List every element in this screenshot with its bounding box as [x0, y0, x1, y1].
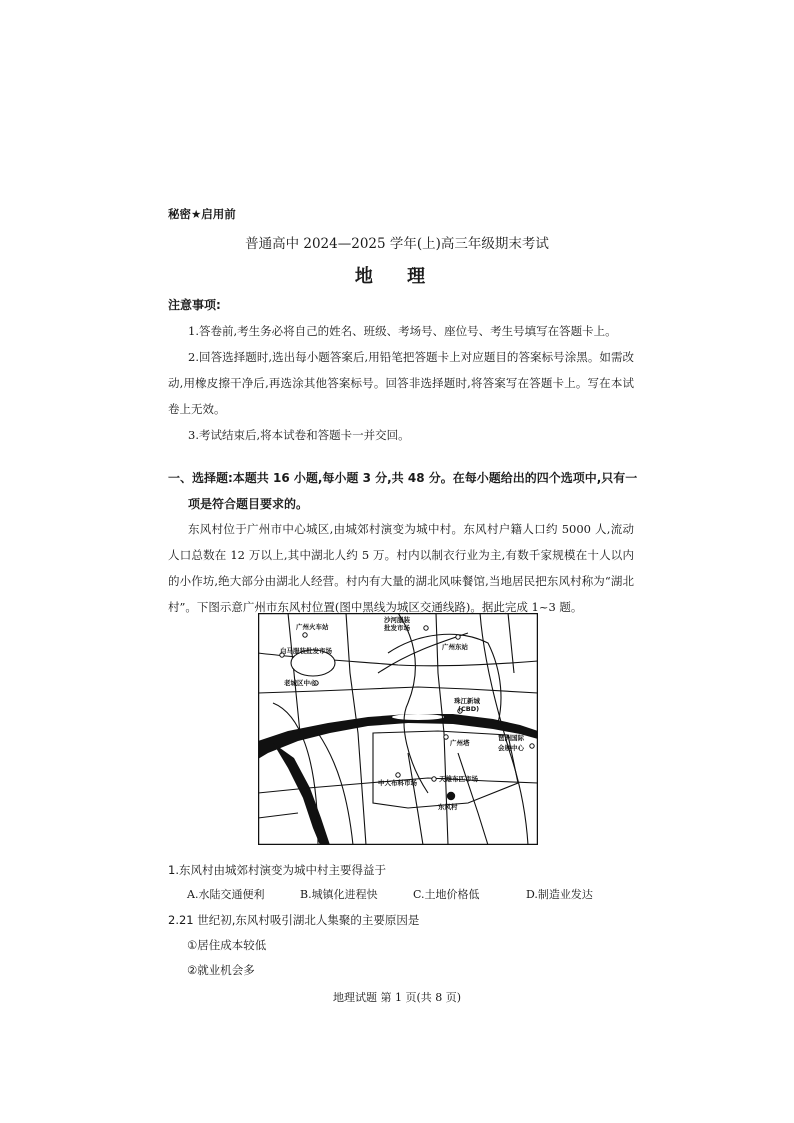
- label-zhongda-market: 中大布料市场: [378, 779, 417, 787]
- river-island: [392, 714, 444, 720]
- notice-item-2: 2.回答选择题时,选出每小题答案后,用铅笔把答题卡上对应题目的答案标号涂黑。如需改动,用橡皮擦干净后,再选涂其他答案标号。回答非选择题时,将答案写在答题卡上。写在本试卷上无效。: [168, 350, 634, 416]
- dongfeng-village-map: [258, 613, 538, 845]
- label-shahe-line1: 沙河服装: [384, 616, 410, 624]
- option-a: A.水陆交通便利: [187, 888, 265, 901]
- label-guangzhou-station: 广州火车站: [296, 623, 329, 631]
- notice-item-1: 1.答卷前,考生务必将自己的姓名、班级、考场号、座位号、考生号填写在答题卡上。: [188, 324, 617, 338]
- confidential-mark: 秘密★启用前: [168, 207, 236, 221]
- tianma-market-marker: [432, 777, 436, 781]
- guangzhou-station-marker: [303, 633, 307, 637]
- label-shahe-line2: 批发市场: [384, 624, 410, 632]
- option-c: C.土地价格低: [413, 888, 480, 901]
- pazhou-expo-marker: [530, 744, 534, 748]
- page-footer: 地理试题 第 1 页(共 8 页): [332, 991, 462, 1004]
- statement-1: ①居住成本较低: [187, 938, 267, 952]
- option-d: D.制造业发达: [526, 888, 593, 901]
- label-dongfeng-village: 东风村: [438, 803, 458, 811]
- label-zhujiang-line2: (CBD): [458, 705, 480, 713]
- section-heading-line1: 一、选择题:本题共 16 小题,每小题 3 分,共 48 分。在每小题给出的四个选项中,只有一: [168, 471, 638, 485]
- label-expo-line2: 会展中心: [498, 744, 524, 752]
- notice-heading: 注意事项:: [168, 298, 221, 312]
- question-2-stem: 2.21 世纪初,东风村吸引湖北人集聚的主要原因是: [168, 913, 420, 927]
- label-tianma-market: 天雄布匹市场: [439, 775, 478, 783]
- label-old-center: 老城区中心: [284, 679, 317, 687]
- section-heading: [168, 465, 638, 517]
- option-b: B.城镇化进程快: [300, 888, 378, 901]
- notice-item-3: 3.考试结束后,将本试卷和答题卡一并交回。: [188, 428, 410, 442]
- guangzhou-east-marker: [456, 635, 460, 639]
- zhongda-market-marker: [396, 773, 400, 777]
- dongfeng-village-marker: [447, 792, 455, 800]
- label-baima-market: 白马服装批发市场: [280, 647, 332, 655]
- label-guangzhou-east: 广州东站: [442, 643, 468, 651]
- label-pearl-river: 珠江: [418, 733, 431, 741]
- shahe-market-marker: [424, 626, 428, 630]
- exam-title: 普通高中 2024—2025 学年(上)高三年级期末考试: [245, 236, 549, 252]
- subject-title: 地 理: [354, 266, 440, 287]
- canton-tower-marker: [444, 735, 448, 739]
- section-heading-line2: 项是符合题目要求的。: [188, 497, 309, 511]
- question-1-stem: 1.东风村由城郊村演变为城中村主要得益于: [168, 863, 386, 877]
- label-expo-line1: 琶洲国际: [498, 734, 524, 742]
- statement-2: ②就业机会多: [187, 963, 255, 977]
- label-canton-tower: 广州塔: [450, 739, 470, 747]
- question-1-options: [187, 886, 647, 902]
- reading-passage: 东风村位于广州市中心城区,由城郊村演变为城中村。东风村户籍人口约 5000 人,流动人口总数在 12 万以上,其中湖北人约 5 万。村内以制衣行业为主,有数千家规模在十人以内的小作坊,绝大部分由湖北人经营。村内有大量的湖北风味餐馆,当地居民把东风村称为“湖北村”。下图示意广州市东风村位置(图中黑线为城区交通线路)。据此完成 1~3 题。: [168, 522, 634, 614]
- label-zhujiang-line1: 珠江新城: [454, 697, 480, 705]
